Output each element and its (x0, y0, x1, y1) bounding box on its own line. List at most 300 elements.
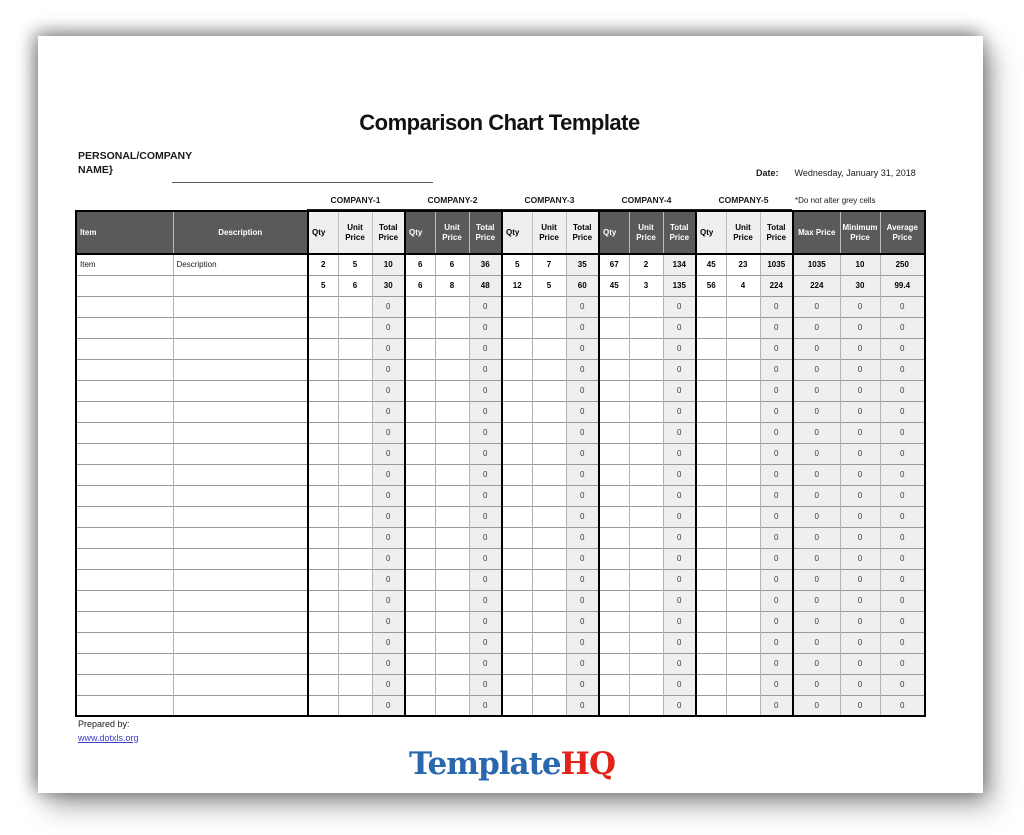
cell-total-price: 0 (663, 296, 696, 317)
cell-total-price: 0 (760, 380, 793, 401)
cell-min-price: 0 (840, 506, 880, 527)
cell-qty (308, 317, 338, 338)
cell-total-price: 0 (469, 632, 502, 653)
cell-qty: 45 (599, 275, 629, 296)
table-row (76, 632, 925, 653)
cell-qty (599, 653, 629, 674)
cell-unit-price (726, 485, 760, 506)
cell-qty (502, 548, 532, 569)
cell-unit-price (338, 359, 372, 380)
cell-item (76, 506, 173, 527)
cell-unit-price (629, 443, 663, 464)
cell-qty (308, 380, 338, 401)
cell-unit-price (532, 548, 566, 569)
cell-item (76, 590, 173, 611)
cell-total-price: 0 (469, 464, 502, 485)
cell-unit-price: 6 (338, 275, 372, 296)
cell-max-price: 0 (793, 527, 840, 548)
cell-qty (405, 359, 435, 380)
header-avg-price: Average Price (880, 211, 925, 254)
cell-min-price: 0 (840, 611, 880, 632)
cell-total-price: 0 (372, 632, 405, 653)
cell-total-price: 0 (566, 401, 599, 422)
cell-total-price: 0 (372, 317, 405, 338)
cell-qty (405, 464, 435, 485)
cell-max-price: 0 (793, 506, 840, 527)
cell-qty (696, 422, 726, 443)
cell-unit-price (435, 317, 469, 338)
table-row (76, 674, 925, 695)
cell-unit-price (629, 590, 663, 611)
cell-qty (308, 443, 338, 464)
cell-qty (599, 569, 629, 590)
table-row (76, 527, 925, 548)
cell-unit-price (338, 674, 372, 695)
cell-qty (696, 359, 726, 380)
cell-qty: 12 (502, 275, 532, 296)
cell-total-price: 0 (760, 338, 793, 359)
cell-unit-price (629, 296, 663, 317)
cell-item (76, 611, 173, 632)
cell-qty (308, 611, 338, 632)
table-row (76, 401, 925, 422)
table-row (76, 338, 925, 359)
cell-item (76, 674, 173, 695)
cell-total-price: 0 (760, 611, 793, 632)
cell-unit-price (338, 422, 372, 443)
cell-qty (405, 548, 435, 569)
cell-qty (502, 359, 532, 380)
cell-total-price: 0 (663, 317, 696, 338)
cell-unit-price: 2 (629, 254, 663, 275)
header-unit-price: Unit Price (532, 211, 566, 254)
cell-total-price: 0 (663, 485, 696, 506)
cell-qty (405, 296, 435, 317)
cell-total-price: 0 (469, 590, 502, 611)
cell-max-price: 0 (793, 401, 840, 422)
cell-qty (696, 317, 726, 338)
cell-unit-price: 8 (435, 275, 469, 296)
cell-qty (308, 464, 338, 485)
cell-total-price: 0 (469, 380, 502, 401)
cell-description (173, 506, 308, 527)
cell-qty (405, 569, 435, 590)
cell-qty (502, 632, 532, 653)
cell-unit-price (726, 464, 760, 485)
cell-unit-price (338, 317, 372, 338)
cell-min-price: 0 (840, 527, 880, 548)
cell-qty (405, 380, 435, 401)
cell-description (173, 590, 308, 611)
header-total-price: Total Price (372, 211, 405, 254)
cell-total-price: 0 (372, 506, 405, 527)
cell-description (173, 569, 308, 590)
cell-unit-price (726, 569, 760, 590)
cell-qty (696, 443, 726, 464)
cell-unit-price (338, 527, 372, 548)
cell-qty (308, 359, 338, 380)
cell-qty (599, 443, 629, 464)
cell-total-price: 0 (372, 422, 405, 443)
cell-total-price: 0 (372, 569, 405, 590)
cell-total-price: 0 (663, 443, 696, 464)
cell-unit-price (532, 401, 566, 422)
cell-avg-price: 0 (880, 338, 925, 359)
company-label: COMPANY-3 (501, 193, 598, 210)
cell-total-price: 0 (372, 296, 405, 317)
cell-unit-price (338, 611, 372, 632)
cell-total-price: 0 (469, 443, 502, 464)
table-row (76, 380, 925, 401)
cell-unit-price (435, 695, 469, 716)
cell-unit-price (532, 527, 566, 548)
cell-item (76, 527, 173, 548)
table-row (76, 506, 925, 527)
cell-description (173, 275, 308, 296)
header-min-price: Minimum Price (840, 211, 880, 254)
cell-item (76, 485, 173, 506)
table-body (76, 254, 925, 716)
cell-qty (308, 422, 338, 443)
cell-avg-price: 0 (880, 506, 925, 527)
cell-unit-price: 23 (726, 254, 760, 275)
cell-total-price: 0 (372, 464, 405, 485)
cell-qty (696, 506, 726, 527)
header-qty: Qty (405, 211, 435, 254)
cell-total-price: 0 (663, 590, 696, 611)
header-item: Item (76, 211, 173, 254)
cell-unit-price: 6 (435, 254, 469, 275)
cell-unit-price (435, 590, 469, 611)
cell-avg-price: 0 (880, 674, 925, 695)
cell-total-price: 0 (663, 632, 696, 653)
cell-qty (502, 317, 532, 338)
cell-qty (696, 464, 726, 485)
cell-qty (696, 548, 726, 569)
cell-total-price: 0 (663, 611, 696, 632)
cell-qty: 6 (405, 275, 435, 296)
cell-unit-price (726, 401, 760, 422)
cell-qty (405, 338, 435, 359)
cell-max-price: 1035 (793, 254, 840, 275)
cell-qty (502, 611, 532, 632)
table-row (76, 254, 925, 275)
cell-qty (308, 590, 338, 611)
cell-total-price: 1035 (760, 254, 793, 275)
cell-unit-price (629, 359, 663, 380)
cell-total-price: 0 (372, 359, 405, 380)
cell-unit-price (726, 380, 760, 401)
cell-item (76, 695, 173, 716)
cell-max-price: 224 (793, 275, 840, 296)
cell-description (173, 359, 308, 380)
cell-description (173, 695, 308, 716)
cell-item (76, 317, 173, 338)
table-row (76, 695, 925, 716)
cell-total-price: 0 (760, 422, 793, 443)
cell-total-price: 0 (663, 359, 696, 380)
cell-unit-price (532, 296, 566, 317)
cell-total-price: 0 (372, 338, 405, 359)
cell-max-price: 0 (793, 359, 840, 380)
cell-item (76, 296, 173, 317)
cell-unit-price (435, 674, 469, 695)
cell-description (173, 548, 308, 569)
cell-unit-price: 7 (532, 254, 566, 275)
cell-item (76, 422, 173, 443)
cell-qty (599, 674, 629, 695)
cell-max-price: 0 (793, 485, 840, 506)
cell-total-price: 0 (372, 443, 405, 464)
cell-max-price: 0 (793, 296, 840, 317)
cell-unit-price (435, 506, 469, 527)
templatehq-logo (0, 746, 1024, 782)
cell-qty (308, 653, 338, 674)
cell-unit-price (629, 632, 663, 653)
grey-cells-note: *Do not alter grey cells (795, 196, 876, 205)
cell-unit-price (435, 296, 469, 317)
cell-avg-price: 0 (880, 695, 925, 716)
cell-qty (502, 296, 532, 317)
cell-qty (502, 506, 532, 527)
cell-total-price: 0 (469, 401, 502, 422)
cell-unit-price (726, 338, 760, 359)
table-row (76, 296, 925, 317)
cell-total-price: 0 (566, 422, 599, 443)
cell-total-price: 0 (372, 527, 405, 548)
cell-qty (308, 527, 338, 548)
cell-total-price: 0 (566, 317, 599, 338)
cell-total-price: 0 (469, 338, 502, 359)
cell-qty (308, 296, 338, 317)
cell-total-price: 0 (566, 569, 599, 590)
cell-qty (405, 611, 435, 632)
cell-unit-price (629, 611, 663, 632)
cell-total-price: 0 (566, 443, 599, 464)
cell-item (76, 359, 173, 380)
cell-unit-price (338, 653, 372, 674)
cell-unit-price (435, 380, 469, 401)
cell-qty (308, 548, 338, 569)
cell-total-price: 0 (469, 317, 502, 338)
cell-description (173, 380, 308, 401)
cell-item (76, 653, 173, 674)
cell-total-price: 0 (663, 380, 696, 401)
cell-avg-price: 0 (880, 422, 925, 443)
cell-max-price: 0 (793, 443, 840, 464)
cell-max-price: 0 (793, 548, 840, 569)
cell-unit-price (435, 632, 469, 653)
cell-unit-price (726, 590, 760, 611)
cell-unit-price (532, 590, 566, 611)
cell-total-price: 0 (566, 674, 599, 695)
cell-total-price: 0 (663, 464, 696, 485)
cell-total-price: 0 (760, 590, 793, 611)
cell-total-price: 0 (469, 674, 502, 695)
cell-avg-price: 0 (880, 569, 925, 590)
cell-avg-price: 0 (880, 590, 925, 611)
cell-total-price: 0 (566, 506, 599, 527)
cell-description (173, 443, 308, 464)
cell-total-price: 48 (469, 275, 502, 296)
cell-total-price: 0 (372, 653, 405, 674)
cell-unit-price (726, 695, 760, 716)
cell-total-price: 0 (663, 695, 696, 716)
company-label: COMPANY-2 (404, 193, 501, 210)
cell-qty (405, 695, 435, 716)
cell-unit-price (532, 611, 566, 632)
cell-unit-price (629, 422, 663, 443)
cell-total-price: 0 (566, 632, 599, 653)
cell-qty (696, 527, 726, 548)
cell-qty (599, 464, 629, 485)
cell-unit-price (338, 485, 372, 506)
header-qty: Qty (696, 211, 726, 254)
logo-hq: HQ (560, 746, 615, 782)
cell-total-price: 0 (469, 695, 502, 716)
cell-unit-price (532, 674, 566, 695)
cell-min-price: 0 (840, 548, 880, 569)
cell-unit-price (532, 317, 566, 338)
table-row (76, 485, 925, 506)
cell-qty: 5 (502, 254, 532, 275)
cell-max-price: 0 (793, 317, 840, 338)
cell-total-price: 0 (663, 569, 696, 590)
cell-unit-price (726, 359, 760, 380)
cell-unit-price (629, 317, 663, 338)
cell-min-price: 10 (840, 254, 880, 275)
cell-qty: 56 (696, 275, 726, 296)
cell-unit-price (338, 632, 372, 653)
cell-total-price: 30 (372, 275, 405, 296)
cell-total-price: 0 (760, 464, 793, 485)
cell-unit-price (435, 653, 469, 674)
cell-unit-price (338, 296, 372, 317)
cell-unit-price (726, 317, 760, 338)
cell-qty (696, 569, 726, 590)
cell-unit-price (629, 338, 663, 359)
cell-total-price: 0 (760, 401, 793, 422)
cell-max-price: 0 (793, 590, 840, 611)
cell-unit-price (532, 632, 566, 653)
cell-unit-price (435, 422, 469, 443)
cell-max-price: 0 (793, 653, 840, 674)
cell-qty (405, 527, 435, 548)
cell-qty (308, 674, 338, 695)
document-page (38, 36, 983, 793)
cell-total-price: 0 (566, 590, 599, 611)
cell-qty (696, 653, 726, 674)
cell-unit-price (435, 401, 469, 422)
cell-unit-price (338, 401, 372, 422)
cell-qty (599, 338, 629, 359)
cell-total-price: 0 (760, 317, 793, 338)
dotxls-link[interactable]: www.dotxls.org (78, 732, 139, 743)
table-row (76, 548, 925, 569)
cell-unit-price: 4 (726, 275, 760, 296)
cell-qty: 5 (308, 275, 338, 296)
cell-min-price: 0 (840, 590, 880, 611)
header-total-price: Total Price (663, 211, 696, 254)
comparison-table (75, 210, 926, 717)
cell-avg-price: 0 (880, 317, 925, 338)
cell-qty (308, 569, 338, 590)
cell-avg-price: 0 (880, 611, 925, 632)
cell-description (173, 527, 308, 548)
name-fill-in-line (172, 169, 433, 183)
header-unit-price: Unit Price (629, 211, 663, 254)
cell-avg-price: 0 (880, 485, 925, 506)
cell-avg-price: 250 (880, 254, 925, 275)
cell-avg-price: 99.4 (880, 275, 925, 296)
cell-avg-price: 0 (880, 443, 925, 464)
cell-total-price: 0 (566, 464, 599, 485)
cell-unit-price (629, 380, 663, 401)
cell-unit-price (338, 338, 372, 359)
cell-item (76, 464, 173, 485)
cell-unit-price (726, 632, 760, 653)
cell-unit-price (532, 485, 566, 506)
header-description: Description (173, 211, 308, 254)
cell-item (76, 443, 173, 464)
cell-min-price: 0 (840, 401, 880, 422)
cell-qty: 2 (308, 254, 338, 275)
cell-total-price: 0 (760, 653, 793, 674)
cell-total-price: 0 (663, 674, 696, 695)
cell-total-price: 0 (663, 422, 696, 443)
table-row (76, 590, 925, 611)
date-value: Wednesday, January 31, 2018 (794, 168, 916, 178)
cell-total-price: 0 (372, 401, 405, 422)
cell-description (173, 674, 308, 695)
cell-unit-price (338, 464, 372, 485)
cell-unit-price (726, 527, 760, 548)
cell-min-price: 0 (840, 464, 880, 485)
cell-avg-price: 0 (880, 380, 925, 401)
cell-unit-price (532, 338, 566, 359)
cell-unit-price (629, 569, 663, 590)
cell-total-price: 0 (760, 548, 793, 569)
cell-qty (696, 401, 726, 422)
cell-description (173, 338, 308, 359)
cell-qty (599, 380, 629, 401)
table-row (76, 359, 925, 380)
cell-total-price: 0 (372, 380, 405, 401)
cell-item (76, 401, 173, 422)
cell-description (173, 317, 308, 338)
cell-qty (405, 485, 435, 506)
cell-unit-price (629, 527, 663, 548)
table-row (76, 653, 925, 674)
cell-qty (502, 380, 532, 401)
cell-total-price: 0 (760, 296, 793, 317)
table-row (76, 275, 925, 296)
cell-qty: 45 (696, 254, 726, 275)
cell-max-price: 0 (793, 611, 840, 632)
cell-total-price: 0 (372, 590, 405, 611)
cell-total-price: 0 (760, 485, 793, 506)
cell-unit-price (629, 464, 663, 485)
cell-qty (599, 527, 629, 548)
personal-company-name-label: PERSONAL/COMPANY NAME} (78, 150, 192, 176)
table-row (76, 611, 925, 632)
cell-qty (599, 296, 629, 317)
cell-unit-price (726, 422, 760, 443)
cell-qty (308, 485, 338, 506)
header-max-price: Max Price (793, 211, 840, 254)
cell-qty (502, 695, 532, 716)
cell-total-price: 0 (566, 485, 599, 506)
